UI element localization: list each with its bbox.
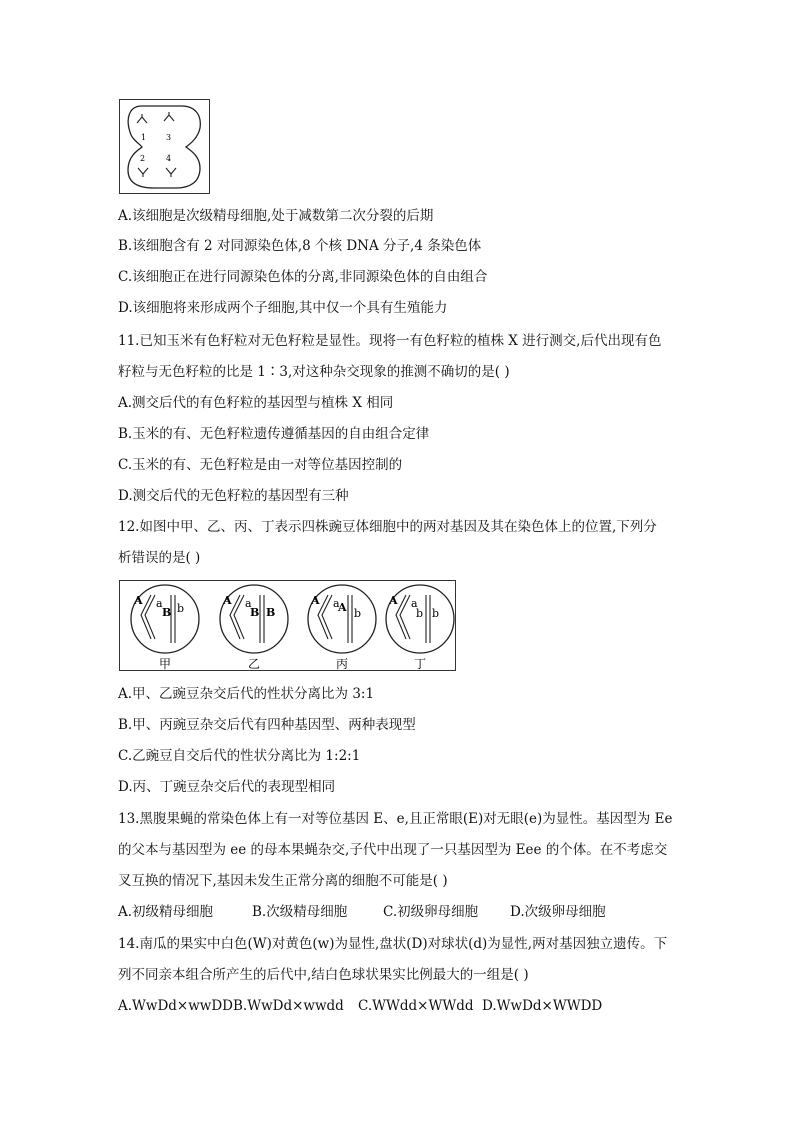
q12-option-c: C.乙豌豆自交后代的性状分离比为 1:2:1 — [118, 748, 361, 764]
cell-name-yi: 乙 — [248, 657, 261, 670]
q13-option-d: D.次级卵母细胞 — [510, 904, 606, 920]
gene-label: a — [156, 597, 163, 610]
gene-label: b — [432, 607, 440, 620]
q14-option-b: B.WwDd×wwdd — [233, 998, 344, 1014]
q11-option-b: B.玉米的有、无色籽粒遗传遵循基因的自由组合定律 — [118, 426, 430, 442]
chromosome-label-4: 4 — [166, 154, 172, 163]
gene-label: A — [389, 594, 398, 607]
q11-option-a: A.测交后代的有色籽粒的基因型与植株 X 相同 — [118, 395, 394, 411]
cell-ding — [386, 585, 454, 670]
cell-name-ding: 丁 — [414, 657, 427, 670]
cell-jia — [131, 585, 199, 670]
chromosome-label-3: 3 — [166, 133, 172, 142]
gene-label: B — [266, 606, 276, 619]
q11-option-d: D.测交后代的无色籽粒的基因型有三种 — [118, 488, 349, 504]
chromosome-label-1: 1 — [141, 133, 147, 142]
gene-label: A — [311, 594, 320, 607]
q10-option-c: C.该细胞正在进行同源染色体的分离,非同源染色体的自由组合 — [118, 269, 488, 285]
q14-option-a: A.WwDd×wwDD — [118, 998, 234, 1014]
q12-option-a: A.甲、乙豌豆杂交后代的性状分离比为 3:1 — [118, 686, 375, 702]
q11-stem-line1: 11.已知玉米有色籽粒对无色籽粒是显性。现将一有色籽粒的植株 X 进行测交,后代出现有色 — [118, 333, 662, 349]
gene-label: b — [416, 607, 424, 620]
cell-yi — [220, 585, 288, 670]
q14-stem-line1: 14.南瓜的果实中白色(W)对黄色(w)为显性,盘状(D)对球状(d)为显性,两对基因独立遗传。下 — [118, 936, 668, 952]
q13-stem-line1: 13.黑腹果蝇的常染色体上有一对等位基因 E、e,且正常眼(E)对无眼(e)为显性。基因型为 Ee — [118, 811, 673, 827]
q10-option-b: B.该细胞含有 2 对同源染色体,8 个核 DNA 分子,4 条染色体 — [118, 238, 482, 254]
figure-pea-cells — [119, 580, 456, 671]
gene-label: A — [338, 601, 347, 614]
q13-option-b: B.次级精母细胞 — [252, 904, 348, 920]
q10-option-d: D.该细胞将来形成两个子细胞,其中仅一个具有生殖能力 — [118, 300, 448, 316]
q12-stem-line2: 析错误的是( ) — [118, 550, 201, 566]
gene-label: B — [162, 606, 172, 619]
gene-label: a — [333, 597, 340, 610]
q12-option-b: B.甲、丙豌豆杂交后代有四种基因型、两种表现型 — [118, 717, 416, 733]
q13-options-row — [118, 903, 606, 921]
gene-label: A — [134, 594, 143, 607]
q14-option-d: D.WwDd×WWDD — [482, 998, 603, 1014]
cell-diagram — [120, 100, 209, 193]
gene-label: A — [223, 594, 232, 607]
gene-label: b — [177, 602, 185, 615]
gene-label: a — [411, 597, 418, 610]
gene-label: b — [354, 607, 362, 620]
q12-option-d: D.丙、丁豌豆杂交后代的表现型相同 — [118, 779, 336, 795]
gene-label: a — [245, 597, 252, 610]
q13-stem-line2: 的父本与基因型为 ee 的母本果蝇杂交,子代中出现了一只基因型为 Eee 的个体。在不考虑交 — [118, 842, 668, 858]
figure-dividing-cell — [119, 99, 210, 194]
cell-name-jia: 甲 — [159, 657, 172, 670]
chromosome-label-2: 2 — [140, 154, 146, 163]
cell-bing — [308, 585, 376, 670]
q13-stem-line3: 叉互换的情况下,基因未发生正常分离的细胞不可能是( ) — [118, 873, 448, 889]
q11-option-c: C.玉米的有、无色籽粒是由一对等位基因控制的 — [118, 457, 403, 473]
q11-stem-line2: 籽粒与无色籽粒的比是 1∶3,对这种杂交现象的推测不确切的是( ) — [118, 364, 510, 380]
q14-stem-line2: 列不同亲本组合所产生的后代中,结白色球状果实比例最大的一组是( ) — [118, 967, 529, 983]
cell-name-bing: 丙 — [336, 657, 349, 670]
q14-option-c: C.WWdd×WWdd — [358, 998, 474, 1014]
q14-options-row — [118, 997, 602, 1015]
q10-option-a: A.该细胞是次级精母细胞,处于减数第二次分裂的后期 — [118, 208, 434, 224]
q12-stem-line1: 12.如图中甲、乙、丙、丁表示四株豌豆体细胞中的两对基因及其在染色体上的位置,下列分 — [118, 519, 657, 535]
gene-label: B — [250, 606, 260, 619]
q13-option-c: C.初级卵母细胞 — [383, 904, 479, 920]
q13-option-a: A.初级精母细胞 — [118, 904, 214, 920]
pea-cells-diagram — [120, 581, 455, 670]
